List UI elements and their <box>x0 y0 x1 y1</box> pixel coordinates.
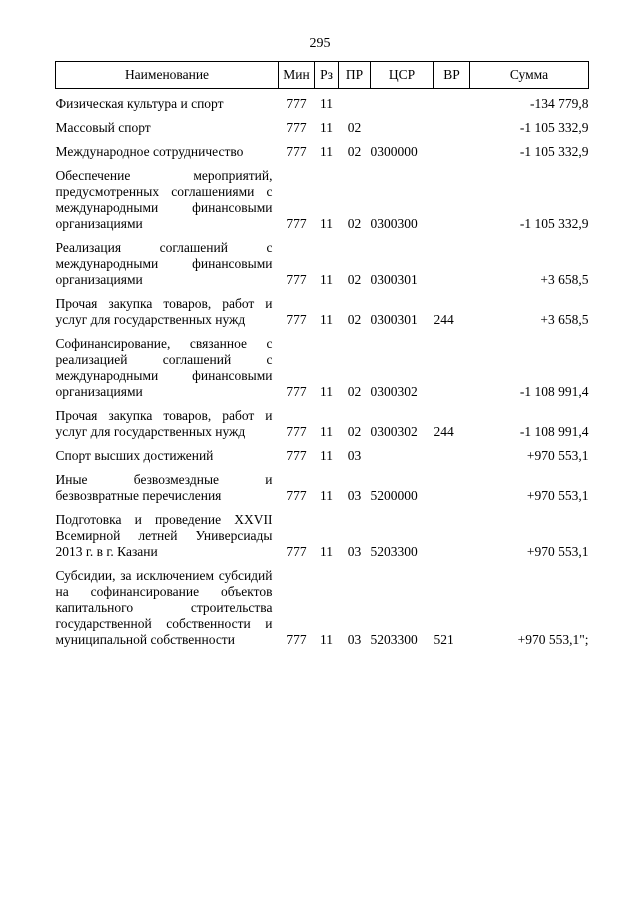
column-header-vr: ВР <box>434 62 470 89</box>
row-csr <box>371 441 434 465</box>
row-rz: 11 <box>320 216 333 231</box>
row-min: 777 <box>286 144 307 159</box>
column-header-name: Наименование <box>56 62 279 89</box>
row-pr <box>339 89 371 114</box>
row-min: 777 <box>286 312 307 327</box>
row-rz: 11 <box>320 384 333 399</box>
row-sum: +970 553,1 <box>526 544 589 559</box>
row-rz: 11 <box>320 96 333 111</box>
row-rz: 11 <box>320 448 333 463</box>
row-vr <box>434 505 470 561</box>
row-sum: -1 108 991,4 <box>519 384 589 399</box>
row-min: 777 <box>286 120 307 135</box>
column-header-sum: Сумма <box>470 62 589 89</box>
row-vr: 521 <box>433 632 454 647</box>
row-pr: 02 <box>347 120 362 135</box>
table-row <box>56 289 589 329</box>
column-header-pr: ПР <box>339 62 371 89</box>
row-name: Прочая закупка товаров, работ и услуг для государственных нужд <box>55 296 273 327</box>
row-pr: 02 <box>347 272 362 287</box>
row-csr: 0300302 <box>370 424 418 439</box>
row-vr <box>434 441 470 465</box>
table-row <box>56 505 589 561</box>
row-rz: 11 <box>320 144 333 159</box>
row-name: Софинансирование, связанное с реализацией соглашений с международными финансовыми организациями <box>55 336 273 399</box>
row-min: 777 <box>286 384 307 399</box>
row-min: 777 <box>286 424 307 439</box>
row-pr: 02 <box>347 216 362 231</box>
row-csr: 5203300 <box>370 544 418 559</box>
row-vr <box>434 113 470 137</box>
row-sum: -1 105 332,9 <box>519 144 589 159</box>
table-row <box>56 465 589 505</box>
row-csr: 0300000 <box>370 144 418 159</box>
row-sum: -1 105 332,9 <box>519 216 589 231</box>
row-rz: 11 <box>320 272 333 287</box>
row-vr <box>434 89 470 114</box>
row-rz: 11 <box>320 424 333 439</box>
row-name: Обеспечение мероприятий, предусмотренных соглашениями с международными финансовыми организациями <box>55 168 273 231</box>
row-rz: 11 <box>320 312 333 327</box>
row-pr: 03 <box>347 448 362 463</box>
row-rz: 11 <box>320 120 333 135</box>
row-sum: +970 553,1 <box>526 488 589 503</box>
row-csr: 0300300 <box>370 216 418 231</box>
row-sum: +970 553,1 <box>526 448 589 463</box>
row-pr: 03 <box>347 632 362 647</box>
row-rz: 11 <box>320 488 333 503</box>
row-csr: 5203300 <box>370 632 418 647</box>
column-header-min: Мин <box>279 62 315 89</box>
table-row <box>56 233 589 289</box>
row-rz: 11 <box>320 632 333 647</box>
row-csr: 0300302 <box>370 384 418 399</box>
row-min: 777 <box>286 448 307 463</box>
row-pr: 02 <box>347 384 362 399</box>
row-name: Международное сотрудничество <box>55 144 244 159</box>
table-header-row <box>56 62 589 89</box>
row-vr <box>434 329 470 401</box>
row-min: 777 <box>286 488 307 503</box>
row-min: 777 <box>286 544 307 559</box>
row-sum: +3 658,5 <box>540 272 589 287</box>
row-min: 777 <box>286 96 307 111</box>
row-sum: -1 108 991,4 <box>519 424 589 439</box>
row-rz: 11 <box>320 544 333 559</box>
table-row <box>56 441 589 465</box>
column-header-csr: ЦСР <box>371 62 434 89</box>
row-vr <box>434 465 470 505</box>
row-vr <box>434 233 470 289</box>
row-name: Субсидии, за исключением субсидий на софинансирование объектов капитального строительства государственной собственности и муниципальной собственности <box>55 568 273 647</box>
row-pr: 03 <box>347 488 362 503</box>
row-pr: 02 <box>347 312 362 327</box>
row-min: 777 <box>286 272 307 287</box>
table-row <box>56 89 589 114</box>
row-sum: -134 779,8 <box>530 96 589 111</box>
row-vr: 244 <box>433 312 454 327</box>
row-name: Физическая культура и спорт <box>55 96 224 111</box>
row-csr: 5200000 <box>370 488 418 503</box>
table-row <box>56 113 589 137</box>
row-name: Реализация соглашений с международными финансовыми организациями <box>55 240 273 287</box>
row-pr: 02 <box>347 144 362 159</box>
table-row <box>56 161 589 233</box>
row-name: Массовый спорт <box>55 120 151 135</box>
row-name: Прочая закупка товаров, работ и услуг для государственных нужд <box>55 408 273 439</box>
row-vr <box>434 137 470 161</box>
row-min: 777 <box>286 632 307 647</box>
row-vr: 244 <box>433 424 454 439</box>
table-row <box>56 561 589 649</box>
row-pr: 02 <box>347 424 362 439</box>
table-row <box>56 137 589 161</box>
budget-table <box>55 61 589 649</box>
row-name: Спорт высших достижений <box>55 448 214 463</box>
row-csr: 0300301 <box>370 272 418 287</box>
row-csr: 0300301 <box>370 312 418 327</box>
page-number: 295 <box>309 36 331 51</box>
column-header-rz: Рз <box>315 62 339 89</box>
row-sum: +970 553,1"; <box>517 632 589 647</box>
row-pr: 03 <box>347 544 362 559</box>
row-min: 777 <box>286 216 307 231</box>
row-sum: -1 105 332,9 <box>519 120 589 135</box>
table-row <box>56 329 589 401</box>
row-csr <box>371 89 434 114</box>
row-csr <box>371 113 434 137</box>
row-sum: +3 658,5 <box>540 312 589 327</box>
row-vr <box>434 161 470 233</box>
table-row <box>56 401 589 441</box>
row-name: Иные безвозмездные и безвозвратные перечисления <box>55 472 273 503</box>
row-name: Подготовка и проведение XXVII Всемирной летней Универсиады 2013 г. в г. Казани <box>55 512 273 559</box>
